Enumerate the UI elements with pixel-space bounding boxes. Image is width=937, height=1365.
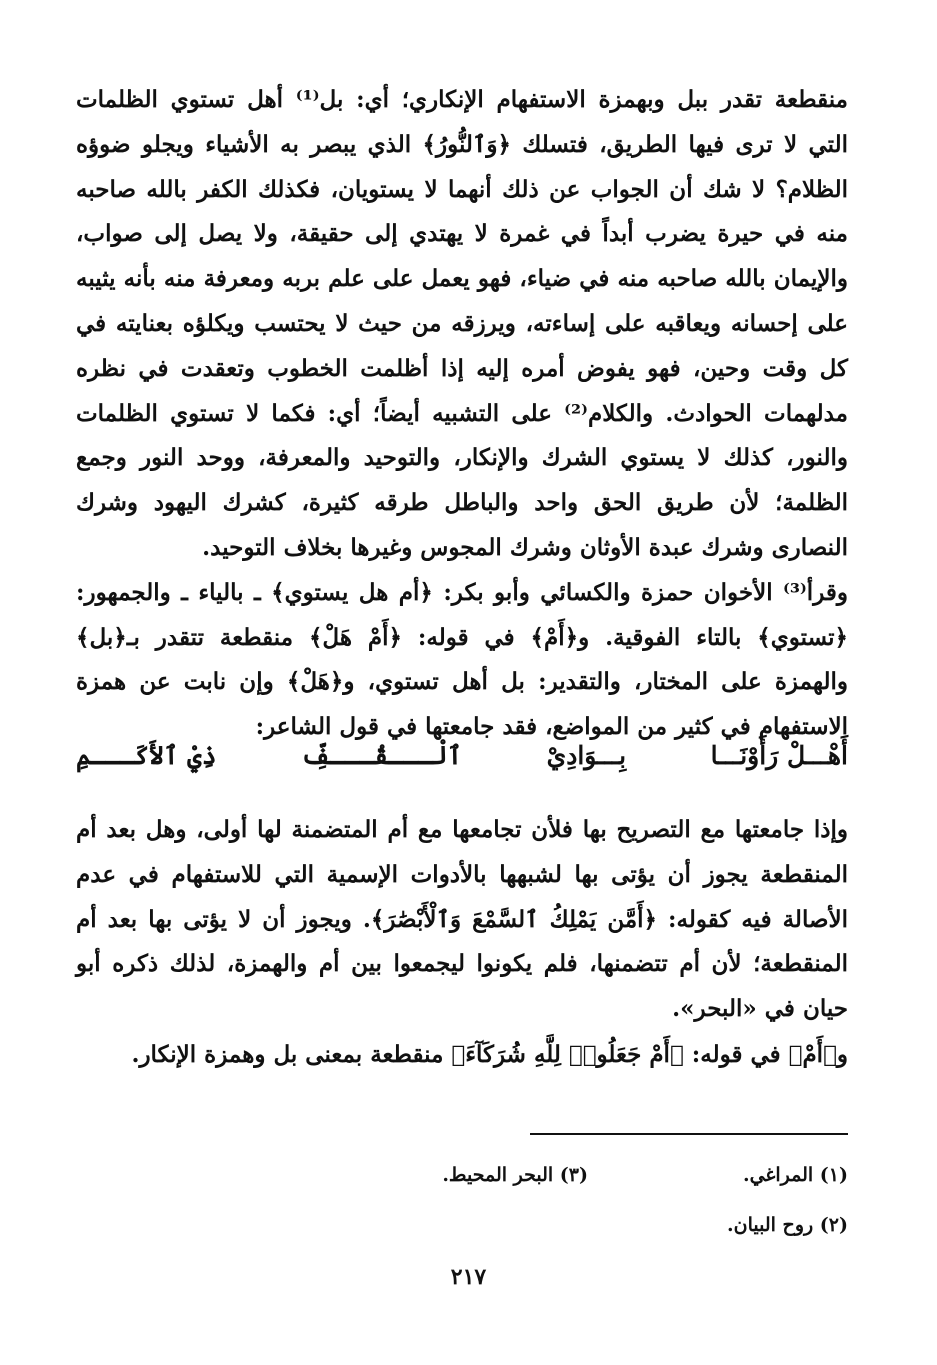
main-text [76,78,848,750]
verse-part-4: ذِيْ ٱلأَكَـــمِ [76,741,217,770]
verse-part-2: بِـــوَادِيْ [546,741,627,770]
footnote-2: (٢) روح البيان. [727,1214,848,1236]
footnotes [76,1150,848,1250]
footnote-3: (٣) البحر المحيط. [442,1164,588,1186]
verse-part-1: أَهْـــلْ رَأَوْنَـــا [710,741,848,770]
paragraph-4: و﴿أَمْ﴾ في قوله: ﴿أَمْ جَعَلُوا۟ لِلَّهِ شُرَكَآءَ﴾ منقطعة بمعنى بل وهمزة الإنكار. [131,1041,848,1068]
paragraph-2: وقرأ⁽³⁾ الأخوان حمزة والكسائي وأبو بكر: ﴿أم هل يستوي﴾ ـ بالياء ـ والجمهور: ﴿تستوي﴾ بالتاء الفوقية. و﴿أَمْ﴾ في قوله: ﴿أَمْ هَلْ﴾ منقطعة تتقدر بـ﴿بل﴾ والهمزة على المختار، والتقدير: بل أهل تستوي، و﴿هَلْ﴾ وإن نابت عن همزة الاستفهام في كثير من المواضع، فقد جامعتها في قول الشاعر: [76,578,848,741]
footnote-divider [530,1133,848,1135]
poetry-verse [76,731,848,781]
footnote-row [76,1200,848,1250]
paragraph-3: وإذا جامعتها مع التصريح بها فلأن تجامعها مع أم المتضمنة لها أولى، وهل بعد أم المنقطعة يجوز أن يؤتى بها لشبهها بالأدوات الإسمية التي للاستفهام في عدم الأصالة فيه كقوله: ﴿أَمَّن يَمْلِكُ ٱلسَّمْعَ وَٱلْأَبْصَٰرَ﴾. ويجوز أن لا يؤتى بها بعد أم المنقطعة؛ لأن أم تتضمنها، فلم يكونوا ليجمعوا بين أم والهمزة، لذلك ذكره أبو حيان في «البحر». [76,816,848,1023]
verse-part-3: ٱلْـــقُـــفِّ [301,741,463,770]
main-text-continued [76,808,848,1032]
main-text-final [76,1033,848,1077]
paragraph-1: منقطعة تقدر ببل وبهمزة الاستفهام الإنكاري؛ أي: بل⁽¹⁾ أهل تستوي الظلمات التي لا ترى فيها الطريق، فتسلك ﴿وَٱلنُّورُ﴾ الذي يبصر به الأشياء ويجلو ضوؤه الظلام؟ لا شك أن الجواب عن ذلك أنهما لا يستويان، فكذلك الكفر بالله صاحبه منه في حيرة يضرب أبداً في غمرة لا يهتدي إلى حقيقة، ولا يصل إلى صواب، والإيمان بالله صاحبه منه في ضياء، فهو يعمل على علم بربه ومعرفة منه بأنه يثيبه على إحسانه ويعاقبه على إساءته، ويرزقه من حيث لا يحتسب ويكلؤه بعنايته في كل وقت وحين، فهو يفوض أمره إليه إذا أظلمت الخطوب وتعقدت في نظره مدلهمات الحوادث. والكلام⁽²⁾ على التشبيه أيضاً؛ أي: فكما لا تستوي الظلمات والنور، كذلك لا يستوي الشرك والإنكار، والتوحيد والمعرفة، ووحد النور وجمع الظلمة؛ لأن طريق الحق واحد والباطل طرقه كثيرة، كشرك اليهود وشرك النصارى وشرك عبدة الأوثان وشرك المجوس وغيرها بخلاف التوحيد. [76,86,848,561]
page-number: ٢١٧ [450,1264,487,1290]
footnote-1: (١) المراغي. [742,1164,848,1186]
footnote-row [76,1150,848,1200]
